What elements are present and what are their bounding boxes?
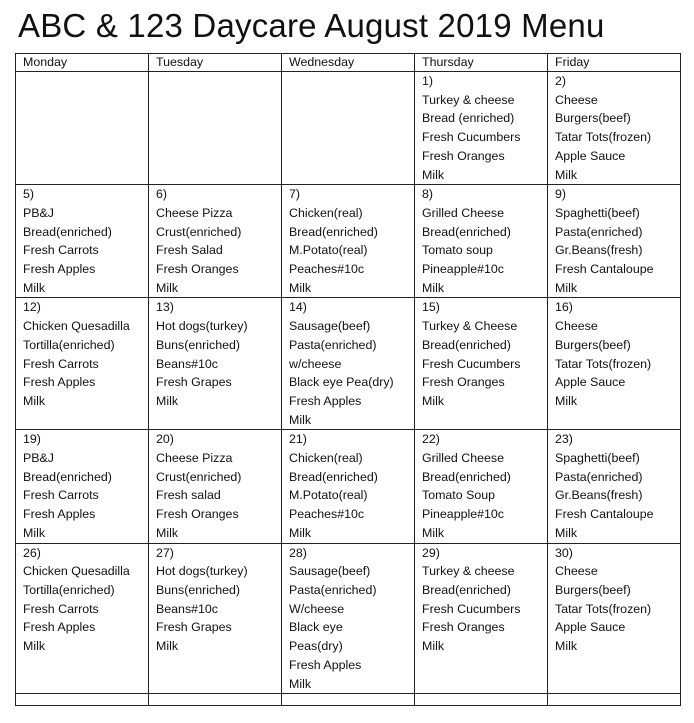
menu-item: Black eye Pea(dry) <box>289 375 394 390</box>
menu-item: Fresh Grapes <box>156 375 232 390</box>
menu-item: Bread(enriched) <box>422 469 511 484</box>
menu-cell <box>16 430 149 543</box>
menu-cell <box>16 298 149 430</box>
date-number: 1) <box>422 74 434 88</box>
menu-cell <box>149 298 282 430</box>
menu-item: Fresh Cucumbers <box>422 601 521 616</box>
date-number: 9) <box>555 187 567 202</box>
date-number: 2) <box>555 74 567 88</box>
date-number: 15) <box>422 300 440 315</box>
menu-item: Turkey & Cheese <box>422 319 518 334</box>
date-number: 14) <box>289 300 307 315</box>
menu-cell <box>415 72 548 185</box>
menu-item: Grilled Cheese <box>422 451 504 466</box>
menu-item: Peaches#10c <box>289 507 365 522</box>
date-number: 26) <box>23 545 41 560</box>
menu-cell <box>548 72 681 185</box>
menu-item: Apple Sauce <box>555 620 626 635</box>
menu-cell <box>282 72 415 185</box>
menu-item: Fresh Carrots <box>23 356 99 371</box>
menu-item: Fresh Apples <box>23 507 96 522</box>
date-number: 12) <box>23 300 41 315</box>
menu-item: Tortilla(enriched) <box>23 582 115 597</box>
menu-cell <box>149 72 282 185</box>
menu-item: Milk <box>422 393 445 408</box>
menu-item: Pasta(enriched) <box>555 469 643 484</box>
blank-cell <box>149 694 282 706</box>
menu-cell <box>282 543 415 694</box>
menu-item: Milk <box>422 639 445 654</box>
menu-item: Cheese Pizza <box>156 451 233 466</box>
menu-item: Spaghetti(beef) <box>555 451 640 466</box>
menu-item: Chicken Quesadilla <box>23 319 130 334</box>
menu-cell <box>282 298 415 430</box>
menu-item: Peaches#10c <box>289 262 365 277</box>
day-header: Thursday <box>415 54 548 72</box>
menu-item: Tatar Tots(frozen) <box>555 356 652 371</box>
date-number: 19) <box>23 432 41 447</box>
menu-item: Fresh Carrots <box>23 243 99 258</box>
menu-item: Fresh Oranges <box>422 148 505 163</box>
header-row <box>16 54 681 72</box>
blank-cell <box>415 694 548 706</box>
menu-item: Sausage(beef) <box>289 564 371 579</box>
menu-item: Tomato Soup <box>422 488 496 503</box>
menu-item: Milk <box>156 393 179 408</box>
menu-item: Milk <box>23 393 46 408</box>
menu-item: Milk <box>289 676 312 691</box>
menu-item: Peas(dry) <box>289 639 343 654</box>
menu-cell <box>548 543 681 694</box>
menu-item: Bread(enriched) <box>422 224 511 239</box>
date-number: 28) <box>289 545 307 560</box>
day-header: Tuesday <box>149 54 282 72</box>
menu-cell <box>548 185 681 298</box>
menu-item: Pasta(enriched) <box>555 224 643 239</box>
week-row <box>16 185 681 298</box>
menu-cell <box>282 185 415 298</box>
menu-cell <box>415 543 548 694</box>
blank-row <box>16 694 681 706</box>
date-number: 22) <box>422 432 440 447</box>
menu-item: Sausage(beef) <box>289 319 371 334</box>
date-number: 21) <box>289 432 307 447</box>
date-number: 20) <box>156 432 174 447</box>
menu-item: Bread(enriched) <box>422 337 511 352</box>
menu-item: Bread(enriched) <box>289 224 378 239</box>
menu-item: Milk <box>555 639 578 654</box>
menu-item: Chicken(real) <box>289 205 363 220</box>
menu-cell <box>16 185 149 298</box>
date-number: 5) <box>23 187 35 202</box>
menu-item: Fresh Oranges <box>422 620 505 635</box>
menu-item: w/cheese <box>289 356 342 371</box>
menu-item: Cheese Pizza <box>156 205 233 220</box>
menu-item: Apple Sauce <box>555 148 626 163</box>
menu-item: Grilled Cheese <box>422 205 504 220</box>
menu-item: Gr.Beans(fresh) <box>555 243 643 258</box>
menu-item: Fresh Cucumbers <box>422 356 521 371</box>
menu-cell <box>16 543 149 694</box>
menu-cell <box>415 298 548 430</box>
menu-item: Crust(enriched) <box>156 224 242 239</box>
menu-item: Bread(enriched) <box>23 469 112 484</box>
menu-item: Fresh Apples <box>23 620 96 635</box>
menu-item: Fresh Cantaloupe <box>555 262 654 277</box>
date-number: 13) <box>156 300 174 315</box>
menu-item: W/cheese <box>289 601 345 616</box>
week-row <box>16 298 681 430</box>
menu-item: Spaghetti(beef) <box>555 205 640 220</box>
date-number: 23) <box>555 432 573 447</box>
date-number: 30) <box>555 545 573 560</box>
menu-item: Pasta(enriched) <box>289 582 377 597</box>
date-number: 7) <box>289 187 301 202</box>
menu-item: M.Potato(real) <box>289 488 368 503</box>
menu-item: Milk <box>422 525 445 540</box>
menu-item: Buns(enriched) <box>156 337 241 352</box>
blank-cell <box>548 694 681 706</box>
menu-item: Fresh Apples <box>23 262 96 277</box>
menu-item: PB&J <box>23 205 54 220</box>
menu-item: Beans#10c <box>156 601 219 616</box>
menu-cell <box>415 430 548 543</box>
menu-item: Tatar Tots(frozen) <box>555 130 652 145</box>
menu-item: Milk <box>555 393 578 408</box>
menu-cell <box>149 185 282 298</box>
date-number: 6) <box>156 187 168 202</box>
week-row <box>16 72 681 185</box>
menu-item: Milk <box>23 525 46 540</box>
menu-item: Milk <box>422 167 445 182</box>
menu-item: Beans#10c <box>156 356 219 371</box>
menu-item: Burgers(beef) <box>555 582 631 597</box>
menu-item: Cheese <box>555 564 598 579</box>
blank-cell <box>282 694 415 706</box>
menu-item: Pasta(enriched) <box>289 337 377 352</box>
menu-table <box>15 53 681 706</box>
menu-item: Milk <box>555 525 578 540</box>
menu-cell <box>149 430 282 543</box>
menu-item: Bread(enriched) <box>23 224 112 239</box>
menu-item: Apple Sauce <box>555 375 626 390</box>
menu-item: Milk <box>156 280 179 295</box>
menu-item: Fresh Apples <box>23 375 96 390</box>
menu-item: Fresh Cucumbers <box>422 130 521 145</box>
menu-item: Cheese <box>555 319 598 334</box>
menu-cell <box>415 185 548 298</box>
menu-item: Milk <box>422 280 445 295</box>
menu-item: Fresh Oranges <box>422 375 505 390</box>
menu-cell <box>548 298 681 430</box>
menu-item: Tatar Tots(frozen) <box>555 601 652 616</box>
menu-item: Milk <box>555 280 578 295</box>
menu-item: Fresh Apples <box>289 393 362 408</box>
day-header: Monday <box>16 54 149 72</box>
menu-item: Tomato soup <box>422 243 493 258</box>
menu-item: M.Potato(real) <box>289 243 368 258</box>
menu-item: Fresh Oranges <box>156 262 239 277</box>
menu-item: Bread (enriched) <box>422 111 515 126</box>
menu-item: Turkey & cheese <box>422 564 515 579</box>
day-header: Wednesday <box>282 54 415 72</box>
menu-item: Fresh Cantaloupe <box>555 507 654 522</box>
week-row <box>16 543 681 694</box>
date-number: 8) <box>422 187 434 202</box>
menu-item: Gr.Beans(fresh) <box>555 488 643 503</box>
menu-item: Milk <box>289 412 312 427</box>
menu-item: Bread(enriched) <box>289 469 378 484</box>
menu-cell <box>548 430 681 543</box>
menu-item: Buns(enriched) <box>156 582 241 597</box>
date-number: 29) <box>422 545 440 560</box>
menu-item: Milk <box>289 280 312 295</box>
menu-item: Fresh Oranges <box>156 507 239 522</box>
menu-item: Black eye <box>289 620 343 635</box>
menu-item: Milk <box>23 280 46 295</box>
day-header: Friday <box>548 54 681 72</box>
menu-item: Milk <box>289 525 312 540</box>
page-title: ABC & 123 Daycare August 2019 Menu <box>18 7 605 44</box>
menu-cell <box>149 543 282 694</box>
menu-item: Pineapple#10c <box>422 507 504 522</box>
menu-item: Cheese <box>555 92 598 107</box>
menu-item: Fresh Carrots <box>23 488 99 503</box>
menu-item: Fresh Grapes <box>156 620 232 635</box>
date-number: 16) <box>555 300 573 315</box>
menu-item: Milk <box>156 639 179 654</box>
menu-item: Hot dogs(turkey) <box>156 319 248 334</box>
menu-item: Milk <box>156 525 179 540</box>
menu-item: Fresh Salad <box>156 243 223 258</box>
menu-item: Burgers(beef) <box>555 337 631 352</box>
menu-item: Chicken(real) <box>289 451 363 466</box>
menu-cell <box>282 430 415 543</box>
week-row <box>16 430 681 543</box>
menu-item: Crust(enriched) <box>156 469 242 484</box>
menu-item: Burgers(beef) <box>555 111 631 126</box>
menu-item: Bread(enriched) <box>422 582 511 597</box>
menu-item: Hot dogs(turkey) <box>156 564 248 579</box>
menu-item: Turkey & cheese <box>422 92 515 107</box>
menu-item: Fresh Carrots <box>23 601 99 616</box>
menu-item: Milk <box>23 639 46 654</box>
menu-cell <box>16 72 149 185</box>
menu-item: Milk <box>555 167 578 182</box>
blank-cell <box>16 694 149 706</box>
menu-item: Fresh Apples <box>289 657 362 672</box>
menu-item: PB&J <box>23 451 54 466</box>
date-number: 27) <box>156 545 174 560</box>
menu-item: Fresh salad <box>156 488 221 503</box>
menu-item: Pineapple#10c <box>422 262 504 277</box>
menu-item: Tortilla(enriched) <box>23 337 115 352</box>
menu-item: Chicken Quesadilla <box>23 564 130 579</box>
